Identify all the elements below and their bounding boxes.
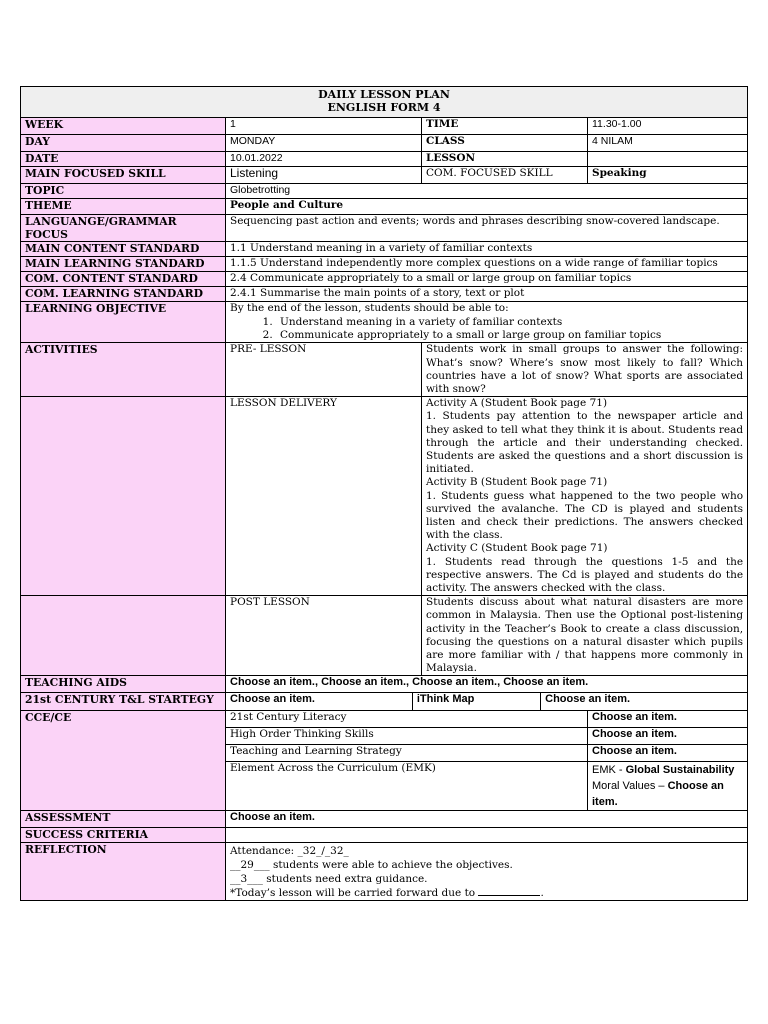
header-subtitle: ENGLISH FORM 4 bbox=[327, 101, 441, 114]
reflection-achieved: __29___ students were able to achieve the objectives. bbox=[230, 859, 513, 872]
strategy-label: 21st CENTURY T&L STARTEGY bbox=[21, 693, 226, 711]
main-content-label: MAIN CONTENT STANDARD bbox=[21, 242, 226, 257]
activity-c-title: Activity C (Student Book page 71) bbox=[426, 542, 608, 555]
reflection-guidance: __3___ students need extra guidance. bbox=[230, 873, 428, 886]
day-label: DAY bbox=[21, 135, 226, 152]
carried-forward-blank[interactable] bbox=[478, 886, 540, 896]
assessment-value[interactable]: Choose an item. bbox=[226, 811, 748, 828]
objective-intro: By the end of the lesson, students should be able to: bbox=[230, 302, 509, 315]
objective-item: 1. Understand meaning in a variety of familiar contexts bbox=[276, 316, 743, 329]
cce-literacy-label: 21st Century Literacy bbox=[226, 711, 588, 728]
cce-emk-label: Element Across the Curriculum (EMK) bbox=[226, 762, 588, 811]
cce-strategy-label: Teaching and Learning Strategy bbox=[226, 745, 588, 762]
main-skill-label: MAIN FOCUSED SKILL bbox=[21, 167, 226, 184]
emk-value[interactable]: Global Sustainability bbox=[625, 764, 735, 777]
moral-prefix: Moral Values – bbox=[592, 780, 668, 793]
cce-hots-value[interactable]: Choose an item. bbox=[588, 728, 748, 745]
cce-strategy-value[interactable]: Choose an item. bbox=[588, 745, 748, 762]
date-value[interactable]: 10.01.2022 bbox=[226, 152, 422, 167]
lesson-delivery-cell[interactable] bbox=[422, 397, 748, 596]
grammar-label: LANGUANGE/GRAMMAR FOCUS bbox=[21, 215, 226, 242]
strategy-inner-table bbox=[226, 693, 747, 710]
strategy-cell bbox=[226, 693, 748, 711]
reflection-attendance: Attendance: _32_/_32_ bbox=[230, 845, 349, 858]
week-value[interactable]: 1 bbox=[226, 118, 422, 135]
reflection-carried-forward bbox=[230, 886, 743, 900]
objective-item: 2. Communicate appropriately to a small or large group on familiar topics bbox=[276, 329, 743, 342]
strategy-ithink-map[interactable]: iThink Map bbox=[412, 693, 540, 710]
carried-forward-text: *Today’s lesson will be carried forward due to bbox=[230, 887, 479, 900]
success-criteria-label: SUCCESS CRITERIA bbox=[21, 828, 226, 843]
reflection-cell[interactable] bbox=[226, 843, 748, 901]
cce-emk-cell[interactable] bbox=[588, 762, 748, 811]
grammar-value[interactable]: Sequencing past action and events; words and phrases describing snow-covered landscape. bbox=[226, 215, 748, 242]
assessment-label: ASSESSMENT bbox=[21, 811, 226, 828]
pre-lesson-label: PRE- LESSON bbox=[226, 343, 422, 397]
class-label: CLASS bbox=[422, 135, 588, 152]
main-learning-label: MAIN LEARNING STANDARD bbox=[21, 257, 226, 272]
carried-forward-period: . bbox=[540, 887, 544, 900]
cce-literacy-value[interactable]: Choose an item. bbox=[588, 711, 748, 728]
activities-label-blank-2 bbox=[21, 596, 226, 676]
com-content-value[interactable]: 2.4 Communicate appropriately to a small or large group on familiar topics bbox=[226, 272, 748, 287]
lesson-delivery-label: LESSON DELIVERY bbox=[226, 397, 422, 596]
lesson-plan-table bbox=[20, 86, 748, 901]
teaching-aids-label: TEACHING AIDS bbox=[21, 676, 226, 693]
activities-label: ACTIVITIES bbox=[21, 343, 226, 397]
pre-lesson-text[interactable]: Students work in small groups to answer the following: What’s snow? Where’s snow most likely to fall? Which countries have a lot of snow? What sports are associated with snow? bbox=[422, 343, 748, 397]
topic-label: TOPIC bbox=[21, 184, 226, 199]
main-learning-value[interactable]: 1.1.5 Understand independently more complex questions on a wide range of familiar topics bbox=[226, 257, 748, 272]
activity-a-text: 1. Students pay attention to the newspaper article and they asked to tell what they think it is about. Students read through the article and their understanding checked. Students are asked the questions and a short discussion is initiated. bbox=[426, 410, 744, 476]
time-label: TIME bbox=[422, 118, 588, 135]
header-title: DAILY LESSON PLAN bbox=[318, 88, 450, 101]
success-criteria-value[interactable] bbox=[226, 828, 748, 843]
objective-label: LEARNING OBJECTIVE bbox=[21, 302, 226, 343]
com-skill-value[interactable]: Speaking bbox=[588, 167, 748, 184]
moral-value[interactable]: Choose an item. bbox=[592, 780, 724, 809]
header-cell bbox=[21, 87, 748, 118]
lesson-label: LESSON bbox=[422, 152, 588, 167]
com-content-label: COM. CONTENT STANDARD bbox=[21, 272, 226, 287]
activity-a-title: Activity A (Student Book page 71) bbox=[426, 397, 608, 410]
com-skill-label: COM. FOCUSED SKILL bbox=[422, 167, 588, 184]
date-label: DATE bbox=[21, 152, 226, 167]
main-skill-value[interactable]: Listening bbox=[226, 167, 422, 184]
cce-label: CCE/CE bbox=[21, 711, 226, 811]
objective-list bbox=[230, 316, 743, 342]
time-value[interactable]: 11.30-1.00 bbox=[588, 118, 748, 135]
cce-hots-label: High Order Thinking Skills bbox=[226, 728, 588, 745]
com-learning-value[interactable]: 2.4.1 Summarise the main points of a story, text or plot bbox=[226, 287, 748, 302]
week-label: WEEK bbox=[21, 118, 226, 135]
moral-values-line bbox=[592, 778, 743, 810]
reflection-label: REFLECTION bbox=[21, 843, 226, 901]
topic-value[interactable]: Globetrotting bbox=[226, 184, 748, 199]
theme-value[interactable]: People and Culture bbox=[226, 199, 748, 215]
com-learning-label: COM. LEARNING STANDARD bbox=[21, 287, 226, 302]
lesson-plan-page bbox=[20, 86, 747, 901]
lesson-value[interactable] bbox=[588, 152, 748, 167]
main-content-value[interactable]: 1.1 Understand meaning in a variety of familiar contexts bbox=[226, 242, 748, 257]
emk-line bbox=[592, 762, 743, 778]
activity-b-title: Activity B (Student Book page 71) bbox=[426, 476, 608, 489]
class-value[interactable]: 4 NILAM bbox=[588, 135, 748, 152]
theme-label: THEME bbox=[21, 199, 226, 215]
activity-b-text: 1. Students guess what happened to the two people who survived the avalanche. The CD is played and students listen and check their predictions. The answers checked with the class. bbox=[426, 489, 744, 542]
activity-c-text: 1. Students read through the questions 1-5 and the respective answers. The Cd is played and students do the activity. The answers checked with the class. bbox=[426, 555, 744, 595]
strategy-choice-3[interactable]: Choose an item. bbox=[545, 693, 631, 706]
strategy-choice-1[interactable]: Choose an item. bbox=[226, 693, 412, 710]
post-lesson-label: POST LESSON bbox=[226, 596, 422, 676]
post-lesson-text[interactable]: Students discuss about what natural disasters are more common in Malaysia. Then use the Optional post-listening activity in the Teacher’s Book to create a class discussion, focusing the questions on a natural disaster which pupils are more familiar with / that happens more commonly in Malaysia. bbox=[422, 596, 748, 676]
day-value[interactable]: MONDAY bbox=[226, 135, 422, 152]
teaching-aids-value[interactable]: Choose an item., Choose an item., Choose an item., Choose an item. bbox=[226, 676, 748, 693]
emk-prefix: EMK - bbox=[592, 764, 626, 777]
activities-label-blank bbox=[21, 397, 226, 596]
objective-cell[interactable] bbox=[226, 302, 748, 343]
